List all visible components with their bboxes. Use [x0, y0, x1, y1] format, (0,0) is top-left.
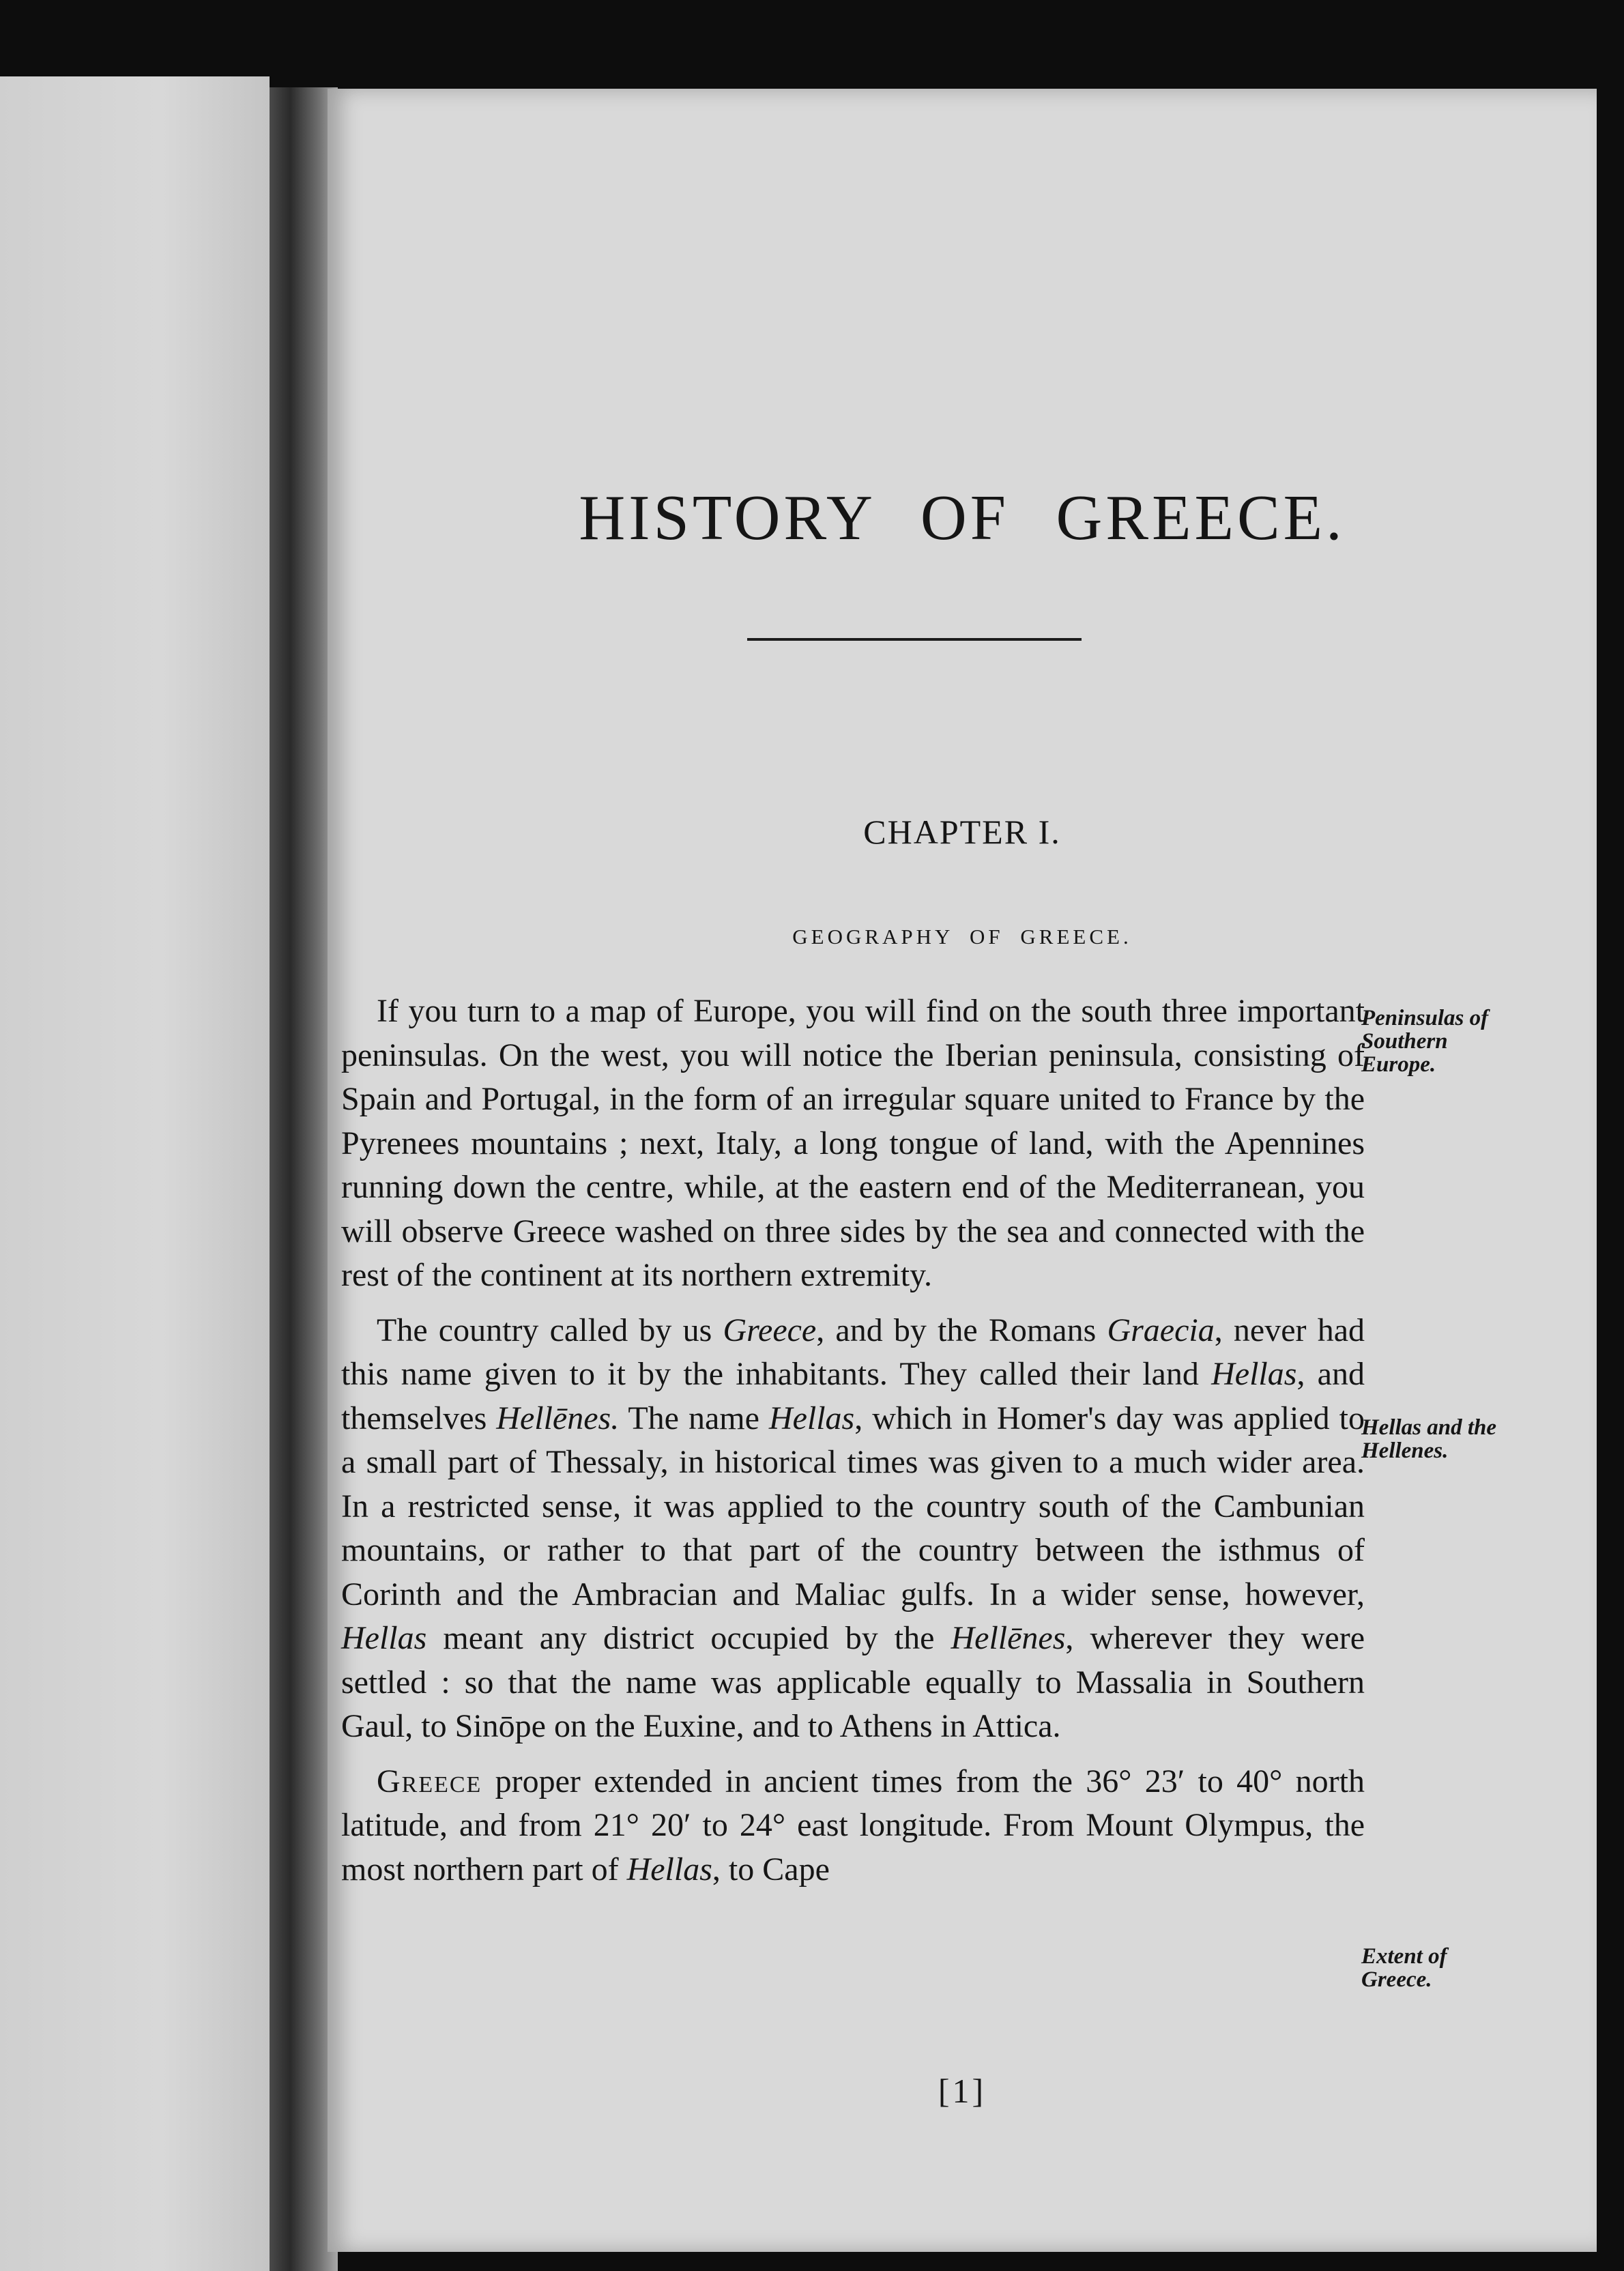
text-segment: Hellas: [768, 1400, 855, 1436]
chapter-subtitle: GEOGRAPHY OF GREECE.: [792, 925, 1132, 949]
text-segment: The country called by us: [377, 1312, 723, 1348]
text-segment: Hellēnes: [951, 1620, 1066, 1656]
text-segment: , to Cape: [712, 1851, 830, 1887]
text-segment: , and by the Romans: [816, 1312, 1107, 1348]
facing-page-edge: [0, 76, 270, 2271]
margin-note-peninsulas: Peninsulas of Southern Europe.: [1361, 1006, 1489, 1077]
text-segment: , never had this name given to it by the inhabitants. They called their land: [341, 1312, 1365, 1392]
text-segment: The name: [619, 1400, 769, 1436]
text-segment: If you turn to a map of Europe, you will find on the south three important peninsulas. On the west, you will notice the Iberian peninsula, consisting of Spain and Portugal, in the form of an irregular square united to France by the Pyrenees mountains ; next, Italy, a long tongue of land, with the Apennines running down the centre, while, at the eastern end of the Mediterranean, you will observe Greece washed on three sides by the sea and connected with the rest of the continent at its northern extremity.: [341, 993, 1365, 1293]
title-rule: [747, 638, 1082, 641]
text-segment: Greece: [723, 1312, 817, 1348]
text-segment: Hellas: [1211, 1356, 1297, 1392]
text-segment: Hellas: [626, 1851, 712, 1887]
paragraph: [341, 1309, 1365, 1749]
text-segment: , which in Homer's day was applied to a small part of Thessaly, in historical times was given to a much wider area. In a restricted sense, it was applied to the country south of the Cambunian mountains, or rather to that part of the country between the isthmus of Corinth and the Ambracian and Maliac gulfs. In a wider sense, however,: [341, 1400, 1365, 1612]
book-page: [328, 89, 1597, 2252]
text-segment: Greece: [377, 1763, 482, 1799]
text-segment: , wherever they were settled : so that the name was applicable equally to Massalia in Southern Gaul, to Sinōpe on the Euxine, and to Athens in Attica.: [341, 1620, 1365, 1744]
chapter-heading: CHAPTER I.: [863, 813, 1061, 851]
paragraph: [341, 1760, 1365, 1892]
margin-note-extent: Extent of Greece.: [1361, 1944, 1447, 1992]
margin-note-hellas: Hellas and the Hellenes.: [1361, 1415, 1497, 1463]
text-segment: meant any district occupied by the: [426, 1620, 951, 1656]
body-text: [341, 989, 1365, 1892]
page-number: [1]: [938, 2072, 987, 2110]
book-title: HISTORY OF GREECE.: [579, 482, 1346, 553]
text-segment: Graecia: [1107, 1312, 1215, 1348]
text-segment: Hellēnes.: [496, 1400, 620, 1436]
text-segment: , and themselves: [341, 1356, 1365, 1436]
paragraph: [341, 989, 1365, 1298]
text-segment: proper extended in ancient times from the 36° 23′ to 40° north latitude, and from 21° 20′ to 24° east longitude. From Mount Olympus, the most northern part of: [341, 1763, 1365, 1887]
text-segment: Hellas: [341, 1620, 427, 1656]
